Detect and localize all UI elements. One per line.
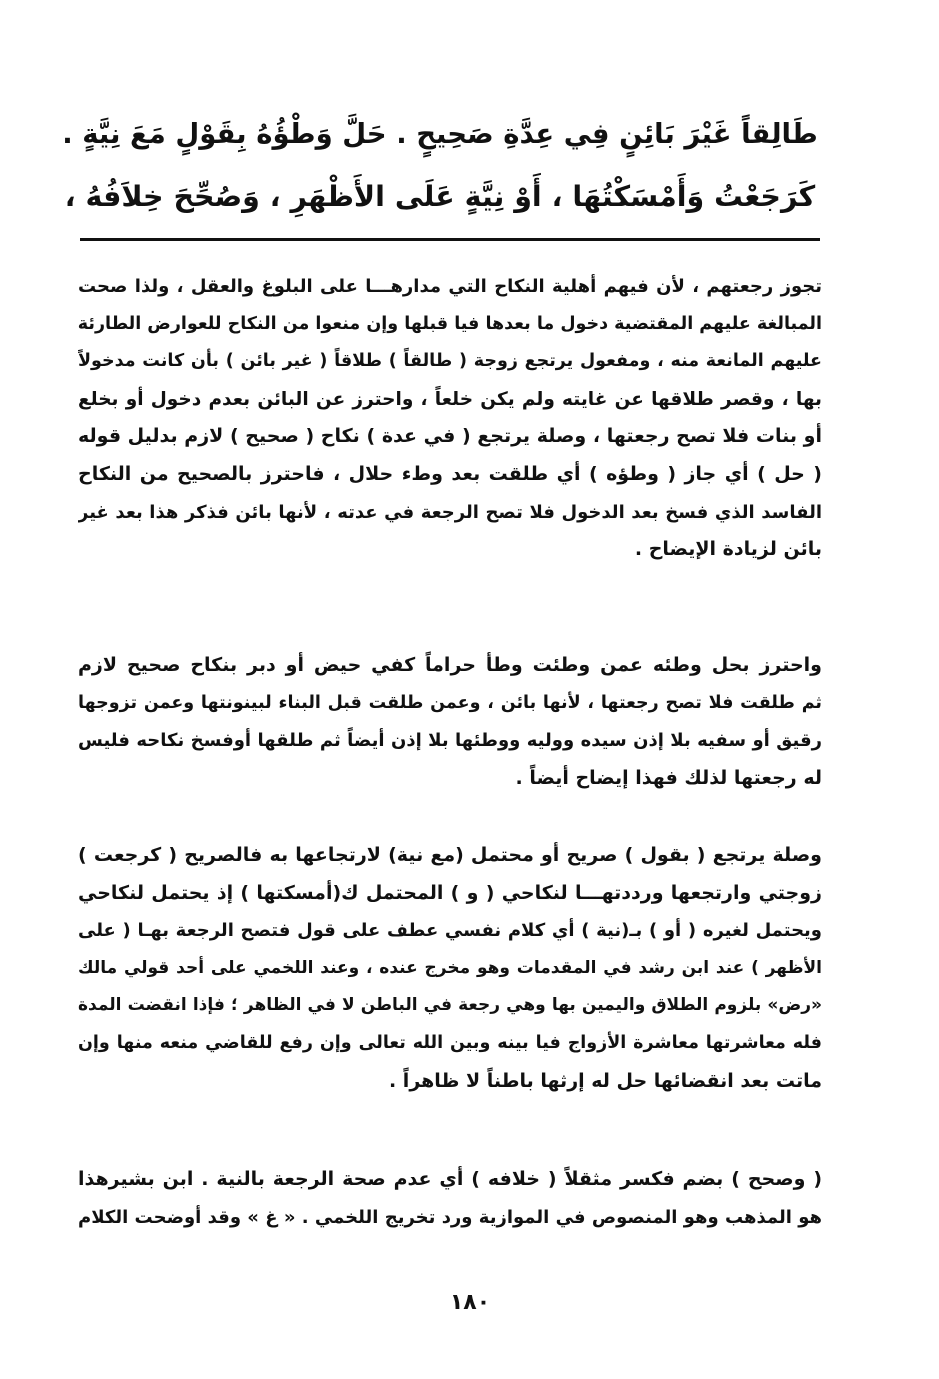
text-line: واحترز بحل وطئه عمن وطئت وطأ حراماً كفي حيض أو دبر بنكاح صحيح لازم bbox=[78, 654, 822, 676]
commentary-paragraph-3 bbox=[78, 837, 822, 1100]
matn-line-1: طَالِقاً غَيْرَ بَائِنٍ فِي عِدَّةِ صَحِيحٍ . حَلَّ وَطْؤُهُ بِقَوْلٍ مَعَ نِيَّةٍ . bbox=[62, 118, 818, 150]
text-line: ويحتمل لغيره ( أو ) بـ(نية ) أي كلام نفسي عطف على قول فتصح الرجعة بهـا ( على bbox=[78, 920, 822, 942]
text-line: رقيق أو سفيه بلا إذن سيده ووليه ووطئها بلا إذن أيضاً ثم طلقها أوفسخ نكاحه فليس bbox=[78, 730, 822, 752]
separator-rule bbox=[80, 238, 820, 241]
matn-line-2: كَرَجَعْتُ وَأَمْسَكْتُهَا ، أَوْ نِيَّةٍ عَلَى الأَظْهَرِ ، وَصُحِّحَ خِلاَفُهُ ، bbox=[64, 180, 816, 213]
text-line: تجوز رجعتهم ، لأن فيهم أهلية النكاح التي مدارهـــا على البلوغ والعقل ، ولذا صحت bbox=[78, 276, 822, 297]
text-line: فله معاشرتها معاشرة الأزواج فيا بينه وبين الله تعالى وإن رفع للقاضي منعه منها وإن bbox=[78, 1032, 822, 1053]
commentary-paragraph-1 bbox=[78, 268, 822, 569]
text-line: أو بنات فلا تصح رجعتها ، وصلة يرتجع ( في عدة ) نكاح ( صحيح ) لازم بدليل قوله bbox=[78, 425, 822, 448]
text-line: «رض» بلزوم الطلاق واليمين بها وهي رجعة في الباطن لا في الظاهر ؛ فإذا انقضت المدة bbox=[78, 995, 822, 1016]
text-line: ماتت بعد انقضائها حل له إرثها باطناً لا ظاهراً . bbox=[388, 1069, 822, 1092]
text-line: زوجتي وارتجعها ورددتهـــا لنكاحي ( و ) المحتمل ك(أمسكتها ) إذ يحتمل لنكاحي bbox=[78, 881, 822, 904]
text-line: بها ، وقصر طلاقها عن غايته ولم يكن خلعاً ، واحترز عن البائن بعدم دخول أو بخلع bbox=[78, 388, 822, 410]
text-line: الأظهر ) عند ابن رشد في المقدمات وهو مخرج عنده ، وعند اللخمي على أحد قولي مالك bbox=[78, 957, 822, 978]
text-line: ( حل ) أي جاز ( وطؤه ) أي طلقت بعد وطء حلال ، فاحترز بالصحيح من النكاح bbox=[78, 462, 822, 485]
text-line: ثم طلقت فلا تصح رجعتها ، لأنها بائن ، وعمن طلقت قبل البناء لبينونتها وعمن تزوجها bbox=[78, 692, 822, 713]
page-number: ١٨٠ bbox=[449, 1290, 491, 1315]
text-line: عليهم المانعة منه ، ومفعول يرتجع زوجة ( طالقاً ) طلاقاً ( غير بائن ) بأن كانت مدخولاً bbox=[78, 351, 822, 372]
text-line: وصلة يرتجع ( بقول ) صريح أو محتمل (مع نية) لارتجاعها به فالصريح ( كرجعت ) bbox=[78, 844, 822, 866]
commentary-paragraph-4 bbox=[78, 1161, 822, 1236]
text-line: الفاسد الذي فسخ بعد الدخول فلا تصح الرجعة في عدته ، لأنها بائن فذكر هذا بعد غير bbox=[78, 501, 822, 523]
text-line: له رجعتها لذلك فهذا إيضاح أيضاً . bbox=[515, 766, 822, 789]
commentary-paragraph-2 bbox=[78, 647, 822, 797]
text-line: ( وصحح ) بضم فكسر مثقلاً ( خلافه ) أي عدم صحة الرجعة بالنية . ابن بشيرهذا bbox=[78, 1168, 822, 1190]
text-line: بائن لزيادة الإيضاح . bbox=[634, 538, 822, 561]
text-line: هو المذهب وهو المنصوص في الموازية ورد تخريج اللخمي . « غ » وقد أوضحت الكلام bbox=[78, 1206, 822, 1228]
text-line: المبالغة عليهم المقتضية دخول ما بعدها فيا قبلها وإن منعوا من النكاح للعوارض الطارئة bbox=[78, 313, 822, 334]
